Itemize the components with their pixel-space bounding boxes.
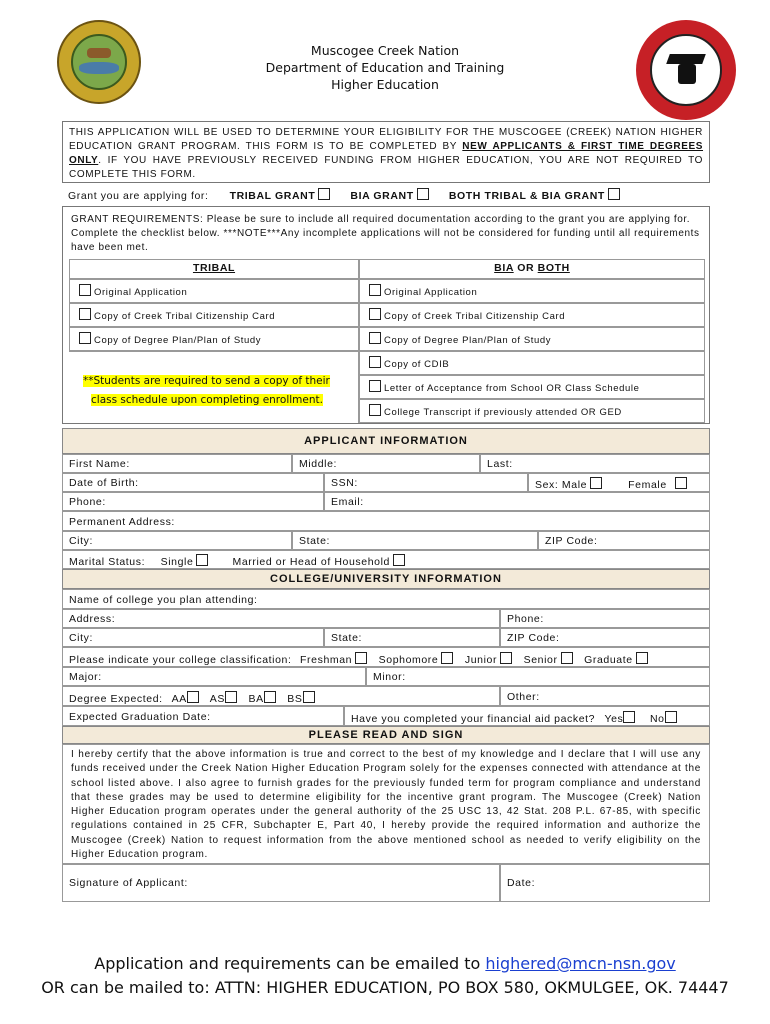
tribal-item[interactable]: Copy of Creek Tribal Citizenship Card: [69, 303, 359, 327]
sex-field: Sex: Male Female: [528, 473, 710, 492]
grant-select-row: [68, 188, 708, 202]
certification-text: I hereby certify that the above information is true and correct to the best of my knowledge and I declare that I will use any funds received under the Creek Nation Higher Education Program solely for the expenses connected with attendance at the school listed above. I also agree to furnish grades for the previously funded term for program compliance and understand that these grades may be used to determine eligibility for the incentive grant program. The Muscogee (Creek) Nation Higher Education program operates under the general authority of the 25 USC 13, 42 Stat. 208 P.L. 67-85, with specific regulations contained in 25 CFR, Subchapter E, Part 40, I hereby provide the required information and authorize the Muscogee (Creek) Nation to request information from the above mentioned school as needed to verify eligibility on the Higher Education program.: [71, 749, 701, 861]
zip-field[interactable]: ZIP Code:: [538, 531, 710, 550]
bia-item[interactable]: Copy of Degree Plan/Plan of Study: [359, 327, 705, 351]
graduate-checkbox[interactable]: [636, 652, 648, 664]
header-title: [235, 42, 535, 93]
college-section-header: COLLEGE/UNIVERSITY INFORMATION: [62, 569, 710, 589]
dob-field[interactable]: Date of Birth:: [62, 473, 324, 492]
intro-text: THIS APPLICATION WILL BE USED TO DETERMINE YOUR ELIGIBILITY FOR THE MUSCOGEE (CREEK) NATION HIGHER EDUCATION GRANT PROGRAM. THIS FORM IS TO BE COMPLETED BY NEW APPLICANTS & FIRST TIME DEGREES ONLY. IF YOU HAVE PREVIOUSLY RECEIVED FUNDING FROM HIGHER EDUCATION, YOU ARE NOT REQUIRED TO COMPLETE THIS FORM.: [69, 127, 704, 180]
graduation-date-field[interactable]: Expected Graduation Date:: [62, 706, 344, 726]
checkbox[interactable]: [369, 380, 381, 392]
great-seal-logo: [57, 20, 141, 104]
checkbox[interactable]: [369, 404, 381, 416]
freshman-checkbox[interactable]: [355, 652, 367, 664]
footer-line1: Application and requirements can be emailed to highered@mcn-nsn.gov: [94, 954, 676, 973]
tribal-item[interactable]: Copy of Degree Plan/Plan of Study: [69, 327, 359, 351]
aa-checkbox[interactable]: [187, 691, 199, 703]
checkbox[interactable]: [79, 284, 91, 296]
contact-email-link[interactable]: highered@mcn-nsn.gov: [485, 954, 676, 973]
fafsa-no-checkbox[interactable]: [665, 711, 677, 723]
tribal-item[interactable]: Original Application: [69, 279, 359, 303]
applicant-section-header: APPLICANT INFORMATION: [62, 428, 710, 454]
junior-checkbox[interactable]: [500, 652, 512, 664]
both-grant-checkbox[interactable]: [608, 188, 620, 200]
checkbox[interactable]: [79, 308, 91, 320]
college-zip-field[interactable]: ZIP Code:: [500, 628, 710, 647]
college-phone-field[interactable]: Phone:: [500, 609, 710, 628]
bia-item[interactable]: Letter of Acceptance from School OR Class Schedule: [359, 375, 705, 399]
higher-education-seal-logo: [636, 20, 736, 120]
middle-name-field[interactable]: Middle:: [292, 454, 480, 473]
checkbox[interactable]: [79, 332, 91, 344]
sign-section-header: PLEASE READ AND SIGN: [62, 726, 710, 744]
address-field[interactable]: Permanent Address:: [62, 511, 710, 531]
email-field[interactable]: Email:: [324, 492, 710, 511]
college-name-field[interactable]: Name of college you plan attending:: [62, 589, 710, 609]
footer: [0, 952, 770, 1000]
college-city-field[interactable]: City:: [62, 628, 324, 647]
first-name-field[interactable]: First Name:: [62, 454, 292, 473]
female-checkbox[interactable]: [675, 477, 687, 489]
both-grant-label: BOTH TRIBAL & BIA GRANT: [448, 190, 605, 202]
tribal-note-cell: [69, 351, 359, 423]
requirements-text: GRANT REQUIREMENTS: Please be sure to include all required documentation according to the grant you are applying for. Complete the checklist below. ***NOTE***Any incomplete applications will not be considered for funding until all requirements have been met.: [71, 214, 700, 253]
signature-date-field[interactable]: Date:: [500, 864, 710, 902]
fafsa-yes-checkbox[interactable]: [623, 711, 635, 723]
as-checkbox[interactable]: [225, 691, 237, 703]
certification-block: [62, 744, 710, 864]
checkbox[interactable]: [369, 284, 381, 296]
college-state-field[interactable]: State:: [324, 628, 500, 647]
city-field[interactable]: City:: [62, 531, 292, 550]
ssn-field[interactable]: SSN:: [324, 473, 528, 492]
male-checkbox[interactable]: [590, 477, 602, 489]
requirements-box: [62, 206, 710, 424]
checkbox[interactable]: [369, 356, 381, 368]
bia-grant-checkbox[interactable]: [417, 188, 429, 200]
tribal-column-header: TRIBAL: [69, 259, 359, 279]
marital-status-row: Marital Status: Single Married or Head of Household: [62, 550, 710, 569]
signature-field[interactable]: Signature of Applicant:: [62, 864, 500, 902]
grant-prompt: Grant you are applying for:: [68, 190, 209, 202]
bia-column-header: BIA OR BOTH: [359, 259, 705, 279]
bia-item[interactable]: Copy of CDIB: [359, 351, 705, 375]
single-checkbox[interactable]: [196, 554, 208, 566]
state-field[interactable]: State:: [292, 531, 538, 550]
college-address-field[interactable]: Address:: [62, 609, 500, 628]
other-degree-field[interactable]: Other:: [500, 686, 710, 706]
bia-item[interactable]: Copy of Creek Tribal Citizenship Card: [359, 303, 705, 327]
last-name-field[interactable]: Last:: [480, 454, 710, 473]
bia-grant-label: BIA GRANT: [350, 190, 414, 202]
minor-field[interactable]: Minor:: [366, 667, 710, 686]
bia-item[interactable]: Original Application: [359, 279, 705, 303]
sophomore-checkbox[interactable]: [441, 652, 453, 664]
married-checkbox[interactable]: [393, 554, 405, 566]
ba-checkbox[interactable]: [264, 691, 276, 703]
classification-row: Please indicate your college classification: Freshman Sophomore Junior Senior Graduate: [62, 647, 710, 667]
header-line1: Muscogee Creek Nation: [310, 43, 460, 58]
phone-field[interactable]: Phone:: [62, 492, 324, 511]
header-line3: Higher Education: [331, 77, 439, 92]
major-field[interactable]: Major:: [62, 667, 366, 686]
tribal-grant-checkbox[interactable]: [318, 188, 330, 200]
checkbox[interactable]: [369, 308, 381, 320]
checkbox[interactable]: [369, 332, 381, 344]
tribal-grant-label: TRIBAL GRANT: [229, 190, 316, 202]
bs-checkbox[interactable]: [303, 691, 315, 703]
tribal-note: **Students are required to send a copy of their class schedule upon completing enrollment.: [83, 375, 330, 406]
bia-item[interactable]: College Transcript if previously attended OR GED: [359, 399, 705, 423]
header-line2: Department of Education and Training: [265, 60, 505, 75]
intro-emphasis: NEW APPLICANTS & FIRST TIME DEGREES ONLY: [69, 141, 704, 166]
senior-checkbox[interactable]: [561, 652, 573, 664]
financial-aid-row: Have you completed your financial aid packet? Yes No: [344, 706, 710, 726]
footer-line2: OR can be mailed to: ATTN: HIGHER EDUCATION, PO BOX 580, OKMULGEE, OK. 74447: [41, 978, 729, 997]
degree-row: Degree Expected: AA AS BA BS: [62, 686, 500, 706]
intro-box: [62, 121, 710, 183]
